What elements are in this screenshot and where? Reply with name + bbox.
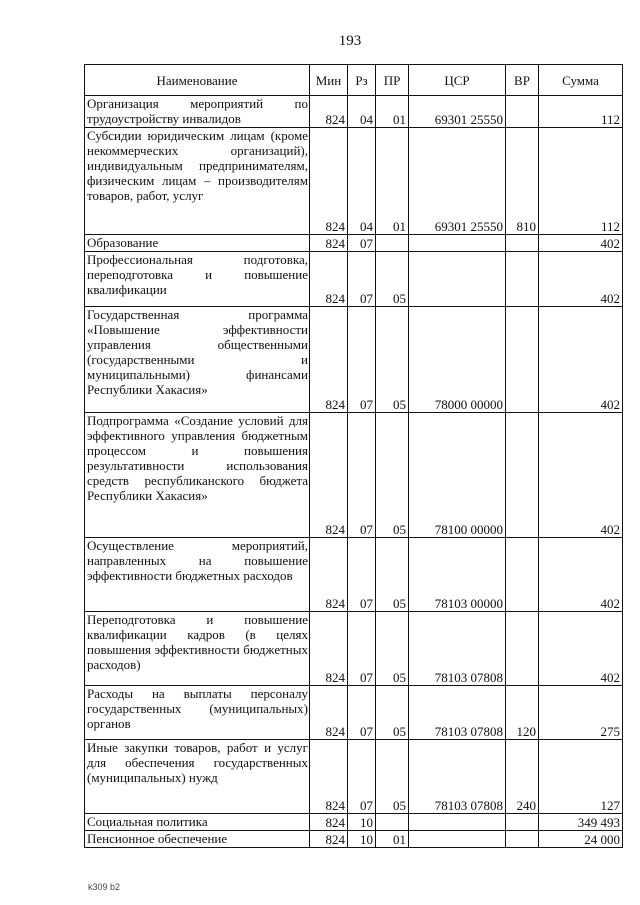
row-name: Организация мероприятий по трудоустройству инвалидов [85,96,310,128]
row-min: 824 [310,612,348,686]
table-row [85,307,623,413]
row-csr: 78000 00000 [409,307,506,413]
row-rz: 07 [348,686,376,740]
row-sum: 275 [539,686,623,740]
header-min: Мин [310,65,348,96]
row-csr: 69301 25550 [409,128,506,235]
table-row [85,686,623,740]
row-min: 824 [310,128,348,235]
row-vr: 120 [506,686,539,740]
row-rz: 07 [348,307,376,413]
row-min: 824 [310,831,348,848]
row-rz: 07 [348,740,376,814]
row-name: Пенсионное обеспечение [85,831,310,848]
table-row [85,413,623,538]
row-pr: 05 [376,307,409,413]
row-csr [409,814,506,831]
row-csr: 78103 07808 [409,740,506,814]
row-pr: 01 [376,831,409,848]
row-pr: 05 [376,252,409,307]
row-name: Осуществление мероприятий, направленных на повышение эффективности бюджетных расходов [85,538,310,612]
row-name: Подпрограмма «Создание условий для эффективного управления бюджетным процессом и повышения результативности использования средств республиканского бюджета Республики Хакасия» [85,413,310,538]
row-min: 824 [310,96,348,128]
table-row [85,814,623,831]
header-name: Наименование [85,65,310,96]
row-csr [409,252,506,307]
row-min: 824 [310,413,348,538]
row-pr: 05 [376,413,409,538]
row-pr: 05 [376,612,409,686]
row-min: 824 [310,235,348,252]
row-csr: 78103 00000 [409,538,506,612]
row-csr: 78103 07808 [409,612,506,686]
row-sum: 127 [539,740,623,814]
row-vr [506,831,539,848]
row-rz: 10 [348,831,376,848]
row-vr [506,538,539,612]
row-sum: 402 [539,413,623,538]
row-csr: 69301 25550 [409,96,506,128]
row-name: Профессиональная подготовка, переподготовка и повышение квалификации [85,252,310,307]
row-name: Иные закупки товаров, работ и услуг для обеспечения государственных (муниципальных) нужд [85,740,310,814]
row-rz: 07 [348,612,376,686]
row-rz: 04 [348,96,376,128]
row-pr: 01 [376,128,409,235]
table-row [85,538,623,612]
table-row [85,612,623,686]
row-vr: 240 [506,740,539,814]
row-rz: 07 [348,235,376,252]
row-min: 824 [310,686,348,740]
row-name: Социальная политика [85,814,310,831]
row-min: 824 [310,252,348,307]
row-vr [506,252,539,307]
row-min: 824 [310,814,348,831]
row-sum: 24 000 [539,831,623,848]
header-vr: ВР [506,65,539,96]
header-csr: ЦСР [409,65,506,96]
row-csr: 78103 07808 [409,686,506,740]
table-row [85,740,623,814]
row-min: 824 [310,538,348,612]
row-vr [506,413,539,538]
row-sum: 402 [539,252,623,307]
table-row [85,128,623,235]
table-row [85,252,623,307]
row-pr [376,814,409,831]
table-row [85,831,623,848]
row-sum: 402 [539,538,623,612]
page-number: 193 [338,33,362,49]
row-name: Государственная программа «Повышение эффективности управления общественными (государственными и муниципальными) финансами Республики Хакасия» [85,307,310,413]
table-header-row [85,65,623,96]
header-pr: ПР [376,65,409,96]
row-rz: 07 [348,252,376,307]
row-sum: 402 [539,307,623,413]
row-sum: 402 [539,612,623,686]
row-rz: 07 [348,413,376,538]
row-name: Субсидии юридическим лицам (кроме некоммерческих организаций), индивидуальным предпринимателям, физическим лицам – производителям товаров, работ, услуг [85,128,310,235]
row-vr [506,612,539,686]
row-rz: 07 [348,538,376,612]
row-vr [506,814,539,831]
table-row [85,96,623,128]
row-pr: 05 [376,686,409,740]
row-rz: 10 [348,814,376,831]
row-min: 824 [310,307,348,413]
row-pr: 01 [376,96,409,128]
row-pr [376,235,409,252]
row-vr: 810 [506,128,539,235]
row-pr: 05 [376,740,409,814]
row-sum: 112 [539,96,623,128]
header-rz: Рз [348,65,376,96]
row-vr [506,235,539,252]
row-rz: 04 [348,128,376,235]
row-sum: 402 [539,235,623,252]
row-name: Расходы на выплаты персоналу государственных (муниципальных) органов [85,686,310,740]
table-row [85,235,623,252]
footer-code: k309 b2 [88,882,121,892]
row-csr [409,831,506,848]
row-csr [409,235,506,252]
row-sum: 349 493 [539,814,623,831]
row-name: Переподготовка и повышение квалификации кадров (в целях повышения эффективности бюджетных расходов) [85,612,310,686]
row-vr [506,96,539,128]
budget-table [84,64,623,848]
row-vr [506,307,539,413]
row-pr: 05 [376,538,409,612]
row-name: Образование [85,235,310,252]
row-csr: 78100 00000 [409,413,506,538]
row-sum: 112 [539,128,623,235]
row-min: 824 [310,740,348,814]
header-sum: Сумма [539,65,623,96]
